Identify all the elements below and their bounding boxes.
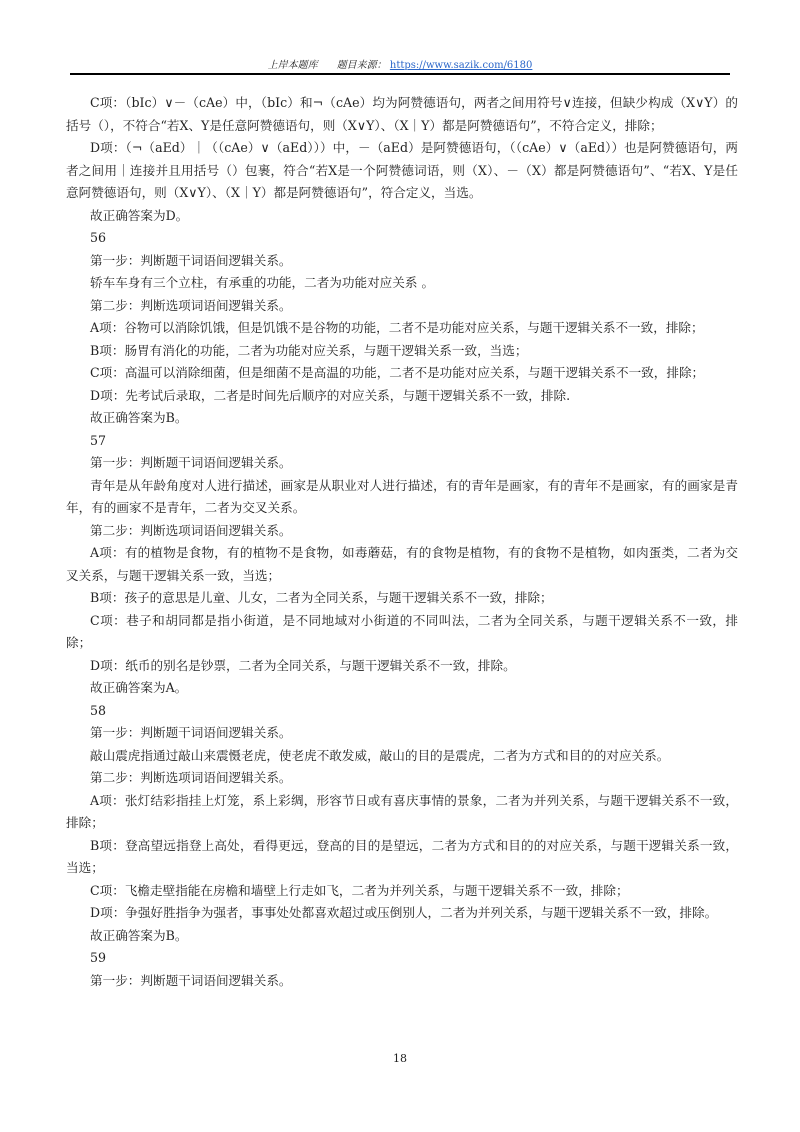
paragraph: 敲山震虎指通过敲山来震慑老虎，使老虎不敢发威，敲山的目的是震虎，二者为方式和目的的对应关系。 — [90, 747, 670, 763]
page-number: 18 — [393, 1052, 407, 1065]
paragraph: 第二步：判断选项词语间逻辑关系。 — [90, 297, 292, 313]
source-label: 题目来源： — [336, 60, 387, 71]
paragraph: 第一步：判断题干词语间逻辑关系。 — [90, 455, 292, 470]
paragraph: 第一步：判断题干词语间逻辑关系。 — [90, 252, 292, 268]
paragraph: 第二步：判断选项词语间逻辑关系。 — [90, 770, 292, 785]
paragraph: C项：高温可以消除细菌，但是细菌不是高温的功能，二者不是功能对应关系，与题干逻辑关系不一致，排除； — [90, 365, 705, 380]
site-label: 上岸本题库 — [267, 60, 318, 71]
source-link[interactable]: https://www.sazik.com/6180 — [389, 60, 533, 71]
paragraph: A项：有的植物是食物，有的植物不是食物，如毒蘑菇，有的食物是植物，有的食物不是植物，如肉蛋类，二者为交叉关系，与题干逻辑关系一致，当选； — [66, 545, 738, 583]
paragraph: A项：张灯结彩指挂上灯笼，系上彩绸，形容节日或有喜庆事情的景象，二者为并列关系，与题干逻辑关系不一致，排除； — [66, 792, 738, 830]
page-header — [70, 56, 730, 71]
paragraph: D项：纸币的别名是钞票，二者为全同关系，与题干逻辑关系不一致，排除。 — [90, 657, 516, 673]
question-number: 58 — [90, 702, 107, 718]
question-number: 57 — [90, 432, 107, 448]
paragraph: D项：先考试后录取，二者是时间先后顺序的对应关系，与题干逻辑关系不一致，排除. — [90, 387, 571, 403]
document-body — [66, 92, 738, 992]
paragraph: A项：谷物可以消除饥饿，但是饥饿不是谷物的功能，二者不是功能对应关系，与题干逻辑关系不一致，排除； — [90, 320, 704, 335]
paragraph: B项：登高望远指登上高处，看得更远，登高的目的是望远，二者为方式和目的的对应关系，与题干逻辑关系一致，当选； — [66, 837, 738, 875]
paragraph: B项：肠胃有消化的功能，二者为功能对应关系，与题干逻辑关系一致，当选； — [90, 342, 528, 358]
paragraph: D项：（¬（aEd）｜（（cAe）∨（aEd）））中，－（aEd）是阿赞德语句，（（cAe）∨（aEd））也是阿赞德语句，两者之间用｜连接并且用括号（）包裹，符合“若X是一个阿赞德词语，则（X）、－（X）都是阿赞德语句”、“若X、Y是任意阿赞德语句，则（X∨Y）、（X｜Y）都是阿赞德语句”，符合定义，当选。 — [66, 140, 738, 200]
paragraph: 青年是从年龄角度对人进行描述，画家是从职业对人进行描述，有的青年是画家，有的青年不是画家，有的画家是青年，有的画家不是青年，二者为交叉关系。 — [66, 477, 738, 515]
paragraph: 故正确答案为B。 — [90, 410, 188, 425]
paragraph: C项：巷子和胡同都是指小街道，是不同地域对小街道的不同叫法，二者为全同关系，与题干逻辑关系不一致，排除； — [66, 612, 738, 650]
header-divider — [70, 73, 730, 75]
paragraph: 故正确答案为D。 — [90, 207, 189, 223]
paragraph: 第一步：判断题干词语间逻辑关系。 — [90, 725, 292, 740]
paragraph: 第二步：判断选项词语间逻辑关系。 — [90, 522, 292, 538]
question-number: 56 — [90, 230, 107, 245]
paragraph: C项：飞檐走壁指能在房檐和墙壁上行走如飞，二者为并列关系，与题干逻辑关系不一致，排除； — [90, 882, 629, 898]
paragraph: 故正确答案为B。 — [90, 927, 188, 943]
paragraph: C项：（bIc）∨－（cAe）中，（bIc）和¬（cAe）均为阿赞德语句，两者之间用符号∨连接，但缺少构成（X∨Y）的括号（），不符合“若X、Y是任意阿赞德语句，则（X∨Y）、（X｜Y）都是阿赞德语句”，不符合定义，排除； — [66, 95, 738, 133]
question-number: 59 — [90, 950, 107, 965]
paragraph: B项：孩子的意思是儿童、儿女，二者为全同关系，与题干逻辑关系不一致，排除； — [90, 590, 553, 605]
paragraph: 轿车车身有三个立柱，有承重的功能，二者为功能对应关系 。 — [90, 275, 435, 290]
paragraph: 第一步：判断题干词语间逻辑关系。 — [90, 972, 292, 988]
paragraph: 故正确答案为A。 — [90, 680, 188, 695]
paragraph: D项：争强好胜指争为强者，事事处处都喜欢超过或压倒别人，二者为并列关系，与题干逻辑关系不一致，排除。 — [90, 905, 718, 920]
